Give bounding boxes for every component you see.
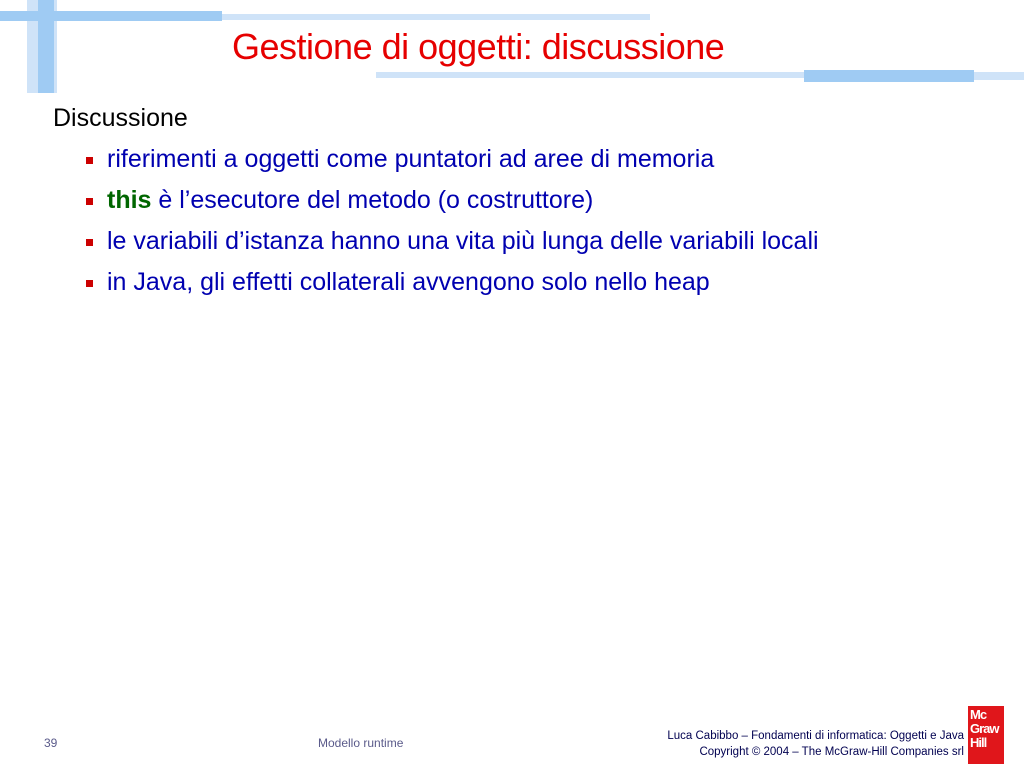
decor-top-bar-light xyxy=(222,14,650,20)
decor-title-underline-dark xyxy=(804,70,974,82)
decor-top-bar-dark xyxy=(0,11,222,21)
bullet-item xyxy=(84,185,944,216)
bullet-keyword: this xyxy=(107,186,152,214)
footer-credit-line1: Luca Cabibbo – Fondamenti di informatica: Oggetti e Java xyxy=(667,730,964,742)
bullet-text: è l’esecutore del metodo (o costruttore) xyxy=(151,186,594,214)
bullet-text: in Java, gli effetti collaterali avvengono solo nello heap xyxy=(107,268,710,296)
bullet-item xyxy=(84,267,944,298)
footer-topic: Modello runtime xyxy=(318,736,404,750)
bullet-text: riferimenti a oggetti come puntatori ad aree di memoria xyxy=(107,145,715,173)
decor-title-underline-end xyxy=(974,72,1024,80)
logo-line-3: Hill xyxy=(970,735,987,750)
section-heading: Discussione xyxy=(53,104,188,132)
mcgraw-hill-logo xyxy=(968,706,1004,764)
bullet-item xyxy=(84,226,944,257)
footer-credit xyxy=(667,728,964,760)
decor-title-underline-light xyxy=(376,72,804,78)
footer-credit-line2: Copyright © 2004 – The McGraw-Hill Companies srl xyxy=(699,746,964,758)
square-bullet-icon xyxy=(86,239,93,246)
logo-line-1: Mc xyxy=(970,707,987,722)
page-number: 39 xyxy=(44,736,58,750)
square-bullet-icon xyxy=(86,198,93,205)
square-bullet-icon xyxy=(86,280,93,287)
slide-title: Gestione di oggetti: discussione xyxy=(232,26,725,67)
bullet-text: le variabili d’istanza hanno una vita più lunga delle variabili locali xyxy=(107,227,819,255)
bullet-item xyxy=(84,144,944,175)
square-bullet-icon xyxy=(86,157,93,164)
logo-line-2: Graw xyxy=(970,721,999,736)
bullet-list xyxy=(84,144,944,308)
